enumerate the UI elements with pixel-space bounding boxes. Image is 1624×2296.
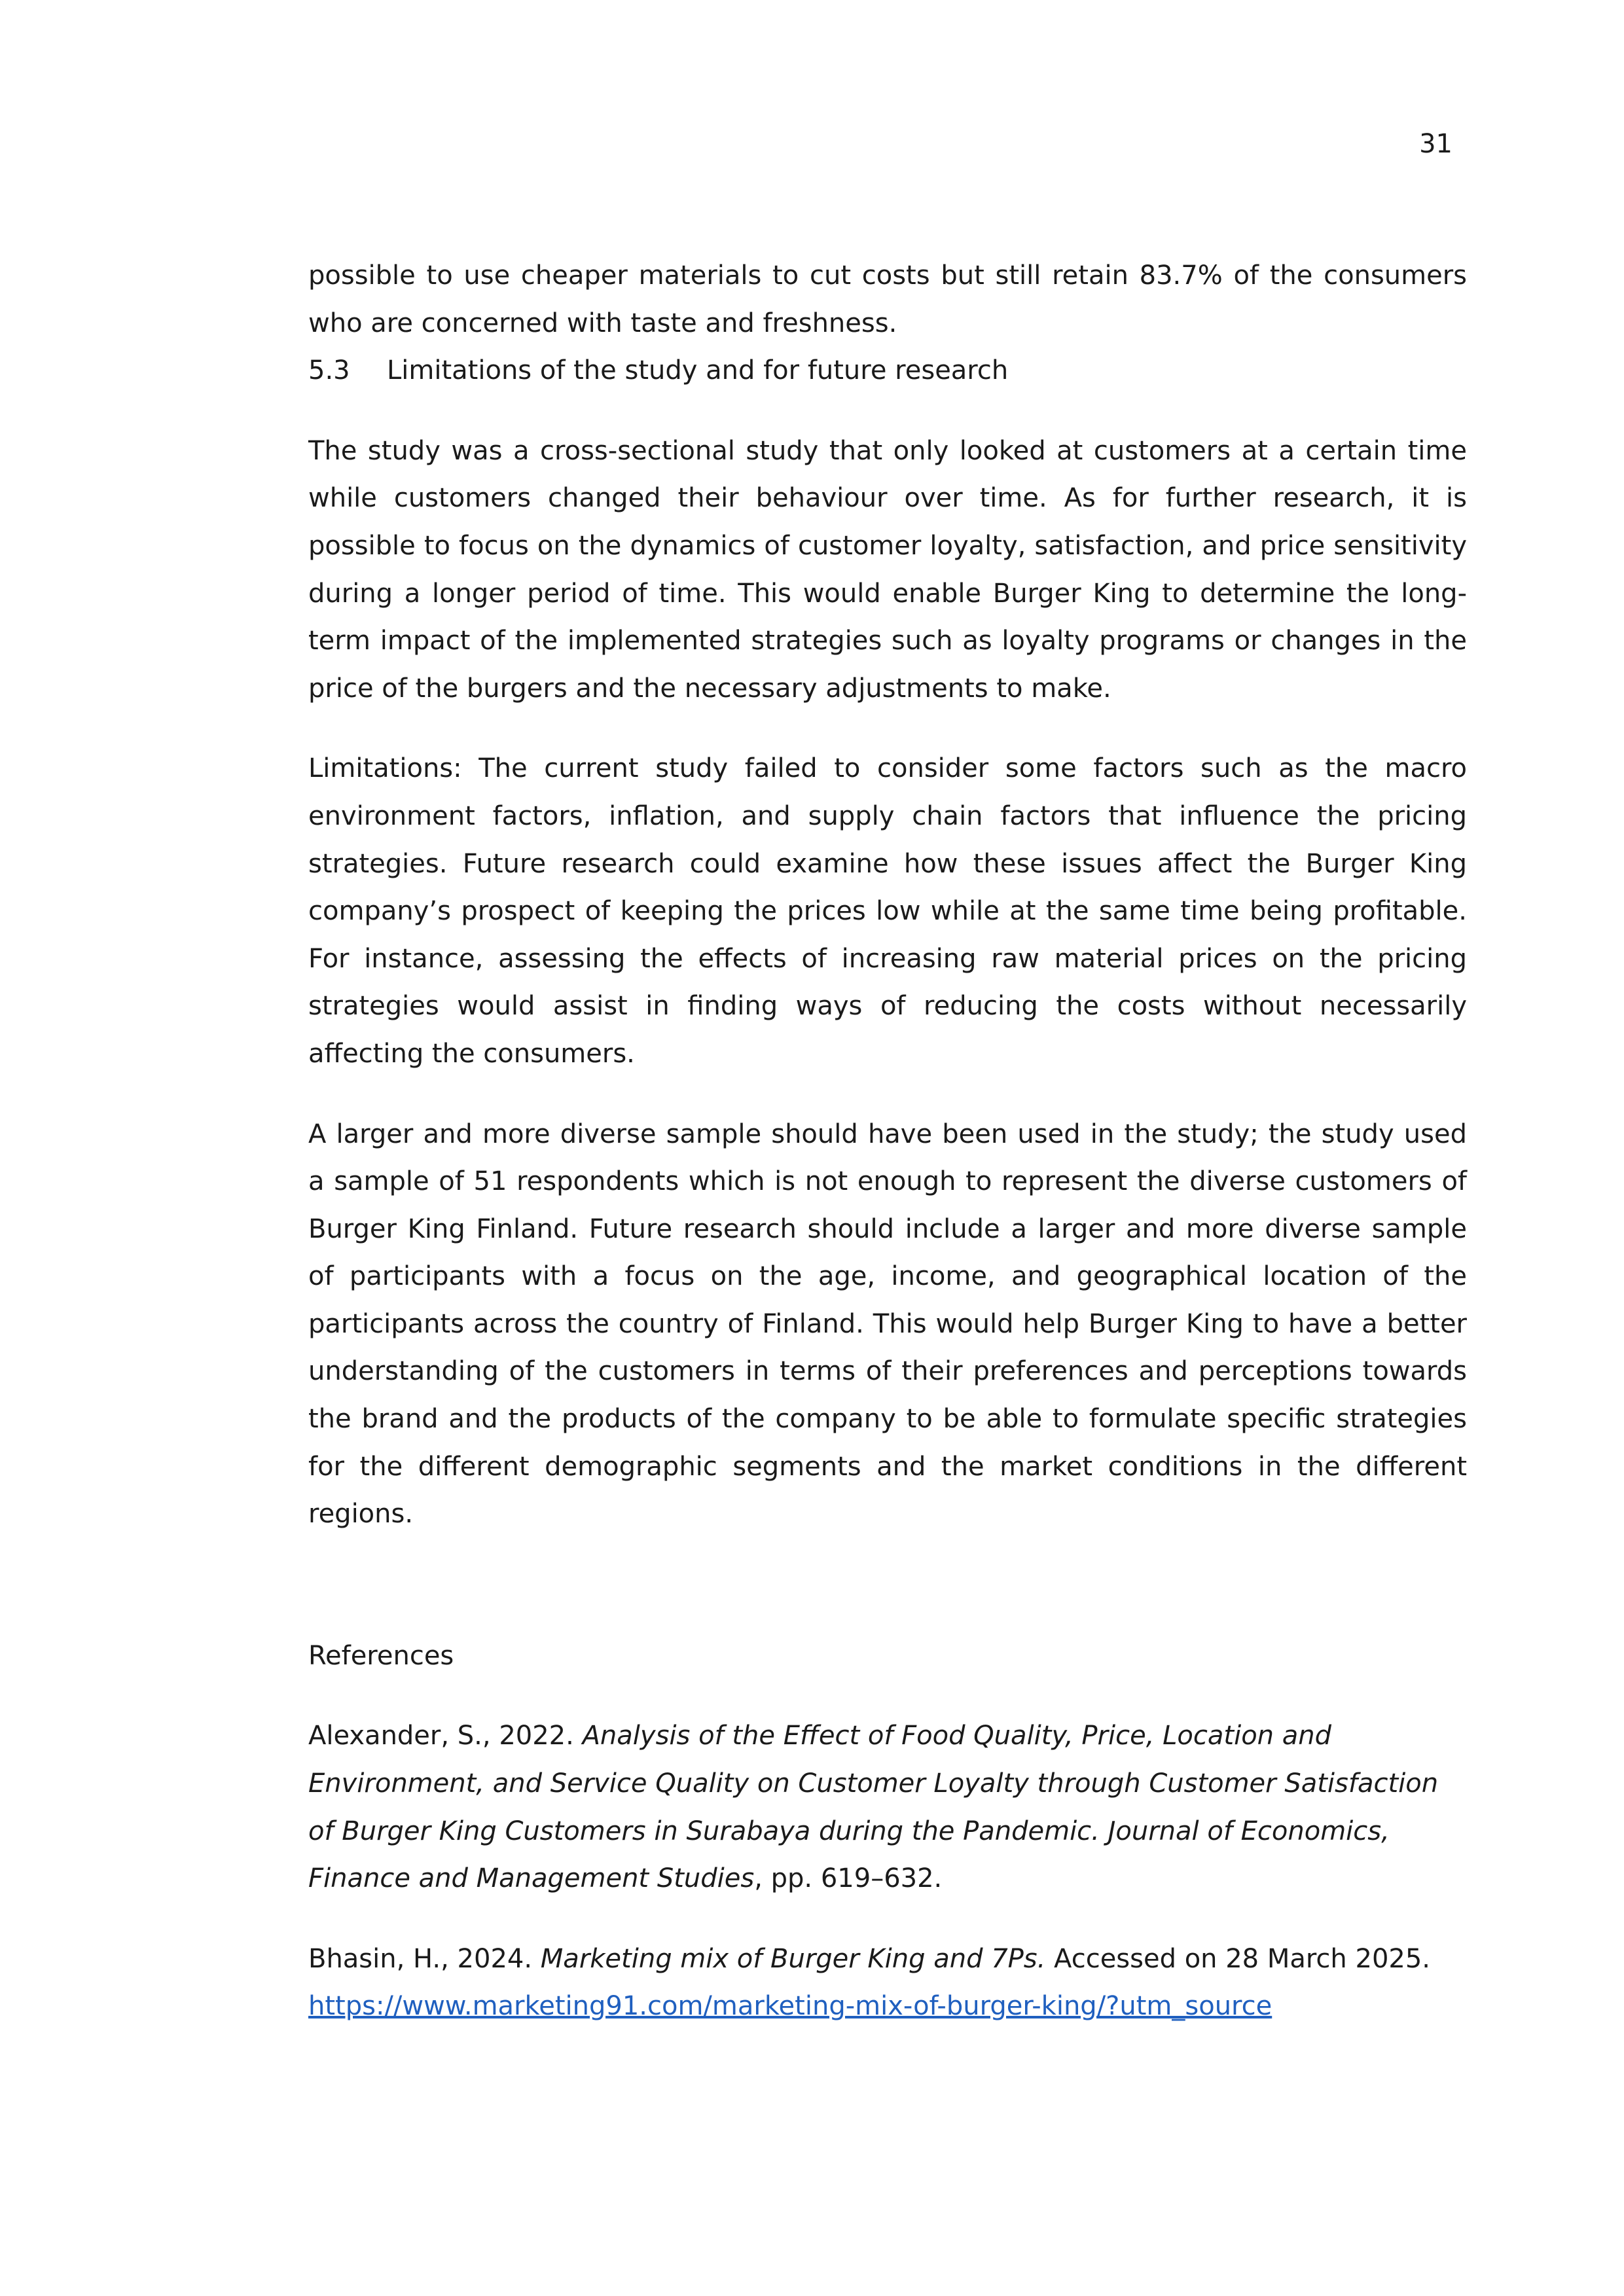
section-number: 5.3 <box>308 355 350 386</box>
reference-pages: , pp. 619–632. <box>754 1863 943 1894</box>
page-number: 31 <box>1419 129 1453 159</box>
reference-author-year: Alexander, S., 2022. <box>308 1721 583 1751</box>
reference-title: Analysis of the Effect of Food Quality, Price, Location and Environment, and Service Quality on Customer Loyalty through Customer Satisfaction of Burger King Customers in Surabaya during the Pandemic. Journal of Economics, Finance and Management Studies <box>308 1721 1439 1894</box>
references-heading: References <box>308 1640 454 1671</box>
reference-bhasin <box>308 1935 1467 2030</box>
section-title: Limitations of the study and for future research <box>387 355 1009 386</box>
reference-title: Marketing mix of Burger King and 7Ps. <box>540 1943 1046 1974</box>
intro-paragraph: possible to use cheaper materials to cut costs but still retain 83.7% of the consumers who are concerned with taste and freshness. <box>308 260 1467 338</box>
paragraph-sample: A larger and more diverse sample should have been used in the study; the study used a sample of 51 respondents which is not enough to represent the diverse customers of Burger King Finland. Future research should include a larger and more diverse sample of participants with a focus on the age, income, and geographical location of the participants across the country of Finland. This would help Burger King to have a better understanding of the customers in terms of their preferences and perceptions towards the brand and the products of the company to be able to formulate specific strategies for the different demographic segments and the market conditions in the different regions. <box>308 1119 1467 1530</box>
reference-accessed: Accessed on 28 March 2025. <box>1045 1943 1431 1974</box>
paragraph-limitations: Limitations: The current study failed to consider some factors such as the macro environment factors, inflation, and supply chain factors that influence the pricing strategies. Future research could examine how these issues affect the Burger King company’s prospect of keeping the prices low while at the same time being profitable. For instance, assessing the effects of increasing raw material prices on the pricing strategies would assist in finding ways of reducing the costs without necessarily affecting the consumers. <box>308 753 1467 1069</box>
section-heading <box>308 347 1467 395</box>
reference-author-year: Bhasin, H., 2024. <box>308 1943 541 1974</box>
reference-link[interactable]: https://www.marketing91.com/marketing-mix-of-burger-king/?utm_source <box>308 1991 1272 2022</box>
document-body <box>308 252 1467 2030</box>
reference-alexander <box>308 1712 1467 1902</box>
paragraph-cross-sectional: The study was a cross-sectional study that only looked at customers at a certain time while customers changed their behaviour over time. As for further research, it is possible to focus on the dynamics of customer loyalty, satisfaction, and price sensitivity during a longer period of time. This would enable Burger King to determine the long-term impact of the implemented strategies such as loyalty programs or changes in the price of the burgers and the necessary adjustments to make. <box>308 435 1467 704</box>
